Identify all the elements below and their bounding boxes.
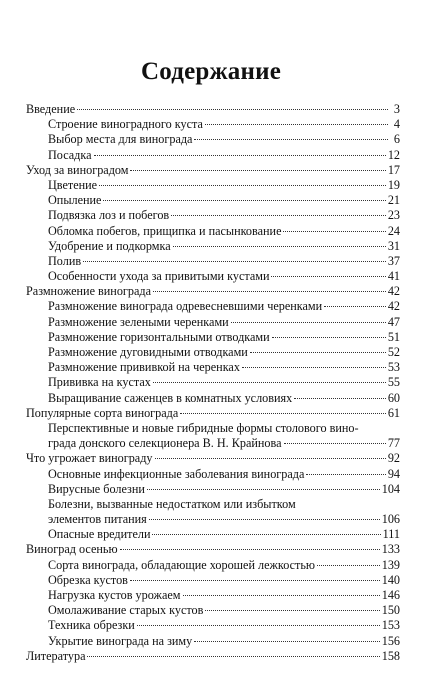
toc-page-number: 47: [387, 314, 400, 329]
toc-page-number: 31: [387, 238, 400, 253]
dot-leader: [152, 534, 380, 535]
dot-leader: [149, 519, 380, 520]
dot-leader: [153, 382, 386, 383]
toc-section: [26, 482, 400, 497]
toc-section: [26, 193, 400, 208]
toc-entry-title: Размножение горизонтальными отводками: [48, 329, 270, 344]
toc-page-number: 41: [387, 269, 400, 284]
toc-page-number: 158: [381, 648, 400, 663]
toc-entry-title: Размножение винограда: [26, 284, 152, 299]
toc-entry-title: Опасные вредители: [48, 527, 151, 542]
toc-section: [26, 345, 400, 360]
toc-section: [26, 269, 400, 284]
toc-entry-title: Вирусные болезни: [48, 481, 145, 496]
toc-section: [26, 618, 400, 633]
toc-section: [26, 315, 400, 330]
toc-section: [26, 497, 400, 527]
toc-entry-title: Сорта винограда, обладающие хорошей лежкостью: [48, 557, 316, 572]
toc-page-number: 4: [393, 117, 400, 132]
toc-page-number: 52: [387, 345, 400, 359]
dot-leader: [137, 625, 380, 626]
toc-section: [26, 573, 400, 588]
toc-entry-title: Уход за виноградом: [26, 162, 129, 177]
toc-section: [26, 467, 400, 482]
dot-leader: [231, 322, 386, 323]
toc-section: [26, 603, 400, 618]
toc-chapter: [26, 406, 400, 421]
dot-leader: [155, 458, 386, 459]
toc-page-number: 156: [381, 633, 400, 648]
toc-section: [26, 117, 400, 132]
dot-leader: [205, 124, 388, 125]
dot-leader: [171, 215, 386, 216]
dot-leader: [99, 185, 386, 186]
toc-section: [26, 299, 400, 314]
toc-page-number: 12: [387, 147, 400, 162]
toc-page-number: 146: [381, 588, 400, 602]
toc-page-number: 106: [381, 512, 400, 527]
toc-page-number: 60: [387, 390, 400, 405]
toc-entry-title: Посадка: [48, 147, 92, 162]
toc-entry-title: Нагрузка кустов урожаем: [48, 588, 181, 602]
toc-page-number: 3: [393, 102, 400, 116]
toc-entry-title: Обрезка кустов: [48, 572, 128, 587]
toc-page-number: 77: [387, 436, 400, 451]
toc-section: [26, 360, 400, 375]
toc-page-number: 19: [387, 177, 400, 192]
toc-section: [26, 391, 400, 406]
toc-page-number: 55: [387, 375, 400, 390]
dot-leader: [324, 306, 386, 307]
toc-chapter: [26, 102, 400, 117]
page-title: Содержание: [140, 58, 281, 85]
toc-section: [26, 558, 400, 573]
toc-section: [26, 634, 400, 649]
dot-leader: [173, 246, 386, 247]
dot-leader: [103, 200, 385, 201]
dot-leader: [317, 565, 380, 566]
dot-leader: [205, 610, 379, 611]
toc-section: [26, 421, 400, 451]
dot-leader: [183, 595, 380, 596]
toc-section: [26, 330, 400, 345]
dot-leader: [306, 474, 385, 475]
dot-leader: [120, 549, 380, 550]
toc-entry-title: Литература: [26, 648, 86, 663]
dot-leader: [250, 352, 386, 353]
toc-section: [26, 527, 400, 542]
toc-entry-title: Строение виноградного куста: [48, 117, 203, 132]
dot-leader: [271, 276, 385, 277]
toc-page-number: 139: [381, 557, 400, 572]
toc-page-number: 37: [387, 253, 400, 268]
toc-chapter: [26, 451, 400, 466]
toc-page-number: 42: [387, 299, 400, 314]
dot-leader: [194, 641, 379, 642]
toc-entry-title: Особенности ухода за привитыми кустами: [48, 269, 270, 284]
toc-entry-title: Размножение прививкой на черенках: [48, 360, 240, 375]
toc-entry-title: Опыление: [48, 193, 102, 208]
toc-page-number: 153: [381, 618, 400, 633]
dot-leader: [147, 489, 380, 490]
dot-leader: [180, 413, 386, 414]
toc-entry-title: Укрытие винограда на зиму: [48, 633, 193, 648]
toc-entry-title: Полив: [48, 253, 82, 268]
toc-page-number: 17: [387, 162, 400, 177]
toc-section: [26, 588, 400, 603]
toc-entry-title: Размножение зелеными черенками: [48, 314, 229, 329]
toc-section: [26, 132, 400, 147]
dot-leader: [284, 443, 386, 444]
toc-entry-title: Прививка на кустах: [48, 375, 151, 390]
toc-entry-title: Цветение: [48, 177, 98, 192]
dot-leader: [294, 398, 386, 399]
toc-page-number: 21: [387, 193, 400, 208]
toc-page-number: 92: [387, 451, 400, 466]
toc-page-number: 51: [387, 329, 400, 344]
toc-entry-title: Подвязка лоз и побегов: [48, 208, 170, 223]
toc-entry-title: Размножение дуговидными отводками: [48, 345, 248, 359]
toc-entry-title: Популярные сорта винограда: [26, 405, 179, 420]
toc-entry-title-line: Болезни, вызванные недостатком или избытком: [48, 496, 296, 511]
dot-leader: [87, 656, 379, 657]
toc-page-number: 133: [381, 542, 400, 557]
dot-leader: [130, 170, 385, 171]
toc-chapter: [26, 649, 400, 664]
toc-entry-title-line: Перспективные и новые гибридные формы столового вино-: [48, 420, 359, 435]
dot-leader: [194, 139, 388, 140]
dot-leader: [130, 580, 380, 581]
toc-page-number: 140: [381, 572, 400, 587]
dot-leader: [272, 337, 386, 338]
toc-entry-title: Обломка побегов, прищипка и пасынкование: [48, 223, 282, 238]
toc-page-number: 6: [393, 132, 400, 147]
toc-page-number: 94: [387, 466, 400, 481]
toc-page-number: 104: [381, 481, 400, 496]
toc-entry-title: града донского селекционера В. Н. Крайнова: [48, 436, 282, 451]
toc-section: [26, 208, 400, 223]
toc-section: [26, 375, 400, 390]
toc-page-number: 111: [382, 527, 400, 542]
toc-chapter: [26, 284, 400, 299]
toc-chapter: [26, 163, 400, 178]
toc-entry-title: Удобрение и подкормка: [48, 238, 171, 253]
toc-entry-title: Техника обрезки: [48, 618, 135, 633]
toc-page-number: 61: [387, 405, 400, 420]
toc-section: [26, 239, 400, 254]
dot-leader: [153, 291, 386, 292]
toc-page-number: 24: [387, 223, 400, 238]
dot-leader: [83, 261, 386, 262]
toc-page-number: 42: [387, 284, 400, 299]
dot-leader: [242, 367, 386, 368]
dot-leader: [94, 155, 386, 156]
table-of-contents: [26, 102, 400, 664]
toc-entry-title: Основные инфекционные заболевания винограда: [48, 466, 305, 481]
toc-section: [26, 224, 400, 239]
toc-page-number: 23: [387, 208, 400, 223]
toc-entry-title: Виноград осенью: [26, 542, 118, 557]
dot-leader: [283, 231, 385, 232]
toc-entry-title: Выращивание саженцев в комнатных условиях: [48, 390, 293, 405]
toc-page-number: 150: [381, 603, 400, 618]
toc-entry-title: Выбор места для винограда: [48, 132, 193, 147]
dot-leader: [77, 109, 388, 110]
toc-chapter: [26, 542, 400, 557]
toc-entry-title: Омолаживание старых кустов: [48, 603, 204, 618]
toc-section: [26, 178, 400, 193]
toc-section: [26, 254, 400, 269]
toc-entry-title: элементов питания: [48, 512, 147, 527]
toc-entry-title: Что угрожает винограду: [26, 451, 153, 466]
toc-entry-title: Введение: [26, 102, 76, 116]
toc-page-number: 53: [387, 360, 400, 375]
toc-section: [26, 148, 400, 163]
toc-entry-title: Размножение винограда одревесневшими черенками: [48, 299, 323, 314]
